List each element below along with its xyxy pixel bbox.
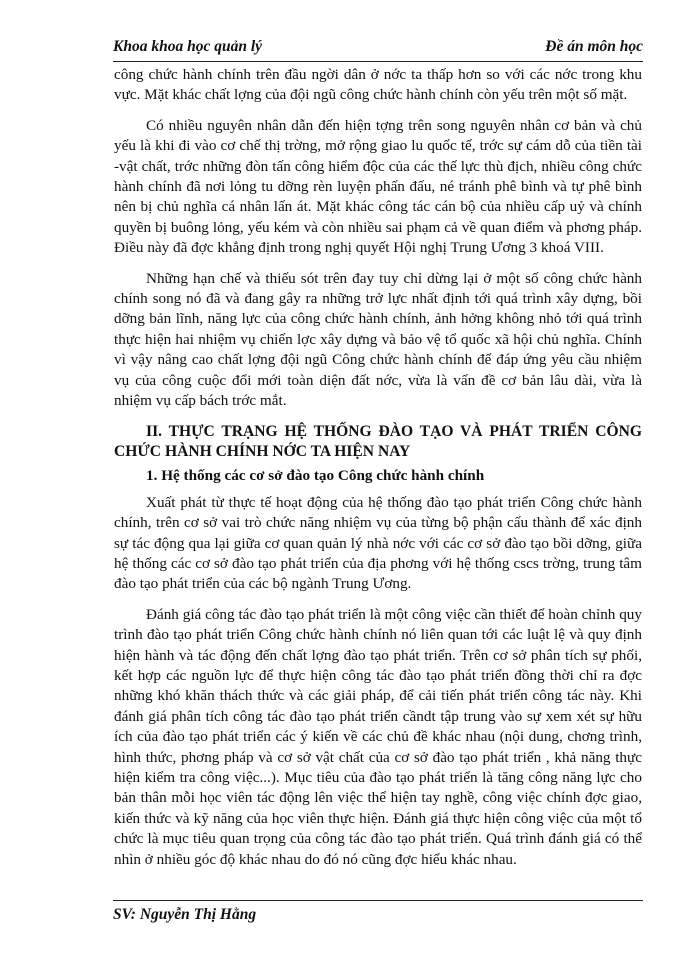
document-body	[114, 65, 642, 880]
header-rule	[113, 61, 643, 62]
paragraph-system: Xuất phát từ thực tế hoạt động của hệ thống đào tạo phát triển Công chức hành chính, trên cơ sở vai trò chức năng nhiệm vụ của từng bộ phận cấu thành để xác định sự tác động qua lại giữa cơ quan quản lý nhà nớc với các cơ sở đào tạo bồi dỡng, giữa hệ thống các cơ sở đào tạo phát triển của địa phơng với hệ thống cscs trờng, trung tâm đào tạo phát triển của các bộ ngành Trung Ương.	[114, 493, 642, 593]
paragraph-continuation: công chức hành chính trên đầu ngời dân ở nớc ta thấp hơn so với các nớc trong khu vực. Mặt khác chất lợng của đội ngũ công chức hành chính còn yếu trên một số mặt.	[114, 66, 642, 104]
page-header	[113, 38, 643, 60]
subsection-heading: 1. Hệ thống các cơ sở đào tạo Công chức hành chính	[146, 467, 485, 485]
header-doc-type: Đề án môn học	[545, 38, 643, 55]
paragraph-evaluation: Đánh giá công tác đào tạo phát triển là một công việc cần thiết để hoàn chỉnh quy trình đào tạo phát triển Công chức hành chính nó liên quan tới các luật lệ và quy định hiện hành và tác động đến chất lợng đào tạo phát triển. Trên cơ sở phân tích sự phối, kết hợp các nguồn lực để thực hiện công tác đào tạo phát triển đồng thời chỉ ra đợc những khó khăn thách thức và các giải pháp, để cải tiến phát triển công tác này. Khi đánh giá phân tích công tác đào tạo phát triển cầndt tập trung vào sự xem xét sự hữu ích của đào tạo phát triển các ý kiến về các chủ đề khác nhau (nội dung, chơng trình, hình thức, phơng pháp và cơ sở vật chất của cơ sở đào tạo phát triển , khả năng thực hiện kiểm tra công việc...). Mục tiêu của đào tạo phát triển là tăng công năng lực cho bản thân mỗi học viên tác động lên việc thể hiện tay nghề, công việc chính đợc giao, kiến thức và kỹ năng của học viên thực hiện. Đánh giá thực hiện công việc của một tổ chức là mục tiêu quan trọng của công tác đào tạo phát triển. Quá trình đánh giá có thể nhìn ở nhiều góc độ khác nhau do đó nó cũng đợc hiểu khác nhau.	[114, 605, 642, 868]
paragraph-causes: Có nhiều nguyên nhân dẫn đến hiện tợng trên song nguyên nhân cơ bản và chủ yếu là khi đi vào cơ chế thị trờng, mở rộng giao lu quốc tế, trớc sự cám dỗ của tiền tài -vật chất, trớc những đòn tấn công hiểm độc của các thế lực thù địch, nhiều công chức hành chính đã nơi lỏng tu dỡng rèn luyện phấn đấu, né tránh phê bình và tự phê bình nên bị chủ nghĩa cá nhân lấn át. Mặt khác công tác cán bộ của nhiều cấp uỷ và chính quyền bị buông lỏng, yếu kém và còn nhiều sai phạm cả về quan điểm và phơng pháp. Điều này đã đợc khẳng định trong nghị quyết Hội nghị Trung Ương 3 khoá VIII.	[114, 116, 642, 257]
footer-rule	[113, 900, 643, 901]
paragraph-limitations: Những hạn chế và thiếu sót trên đay tuy chỉ dừng lại ở một số công chức hành chính song nó đã và đang gây ra những trở lực nhất định tới quá trình xây dựng, bồi dỡng bản lĩnh, năng lực của công chức hành chính, ảnh hởng không nhỏ tới quá trình thực hiện hai nhiệm vụ chiến lợc xây dựng và bảo vệ tổ quốc xã hội chủ nghĩa. Chính vì vậy nâng cao chất lợng đội ngũ Công chức hành chính để đáp ứng yêu cầu nhiệm vụ của công cuộc đổi mới toàn diện đất nớc, vừa là vấn đề cơ bản lâu dài, vừa là nhiệm vụ cấp bách trớc mắt.	[114, 269, 642, 410]
section-heading: II. THỰC TRẠNG HỆ THỐNG ĐÀO TẠO VÀ PHÁT TRIỂN CÔNG CHỨC HÀNH CHÍNH NỚC TA HIỆN NAY	[114, 422, 642, 460]
header-faculty: Khoa khoa học quản lý	[113, 38, 263, 55]
footer-author: SV: Nguyễn Thị Hằng	[113, 906, 257, 923]
